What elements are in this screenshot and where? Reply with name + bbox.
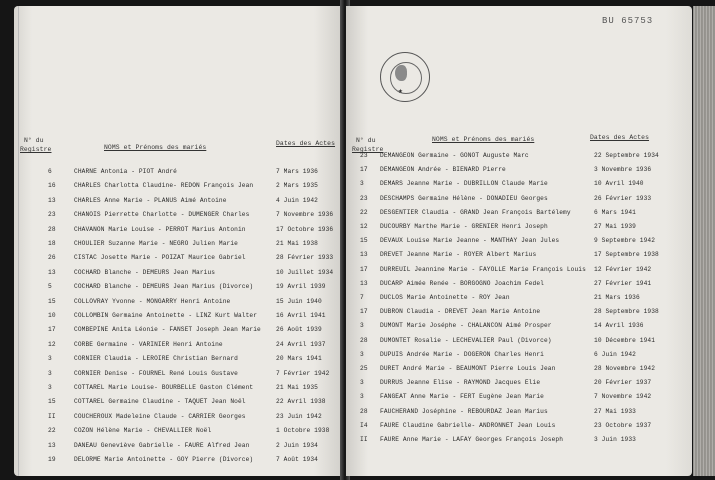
spouse-names: DESGENTIER Claudia - GRAND Jean François Bartélemy — [380, 208, 571, 216]
act-date: 21 Mai 1938 — [276, 240, 318, 247]
register-number: 22 — [360, 208, 368, 216]
register-number: 15 — [360, 237, 368, 245]
spouse-names: FANGEAT Anne Marie - FERT Eugène Jean Marie — [380, 393, 544, 401]
act-date: 7 Novembre 1936 — [276, 211, 334, 219]
act-date: 10 Juillet 1934 — [276, 268, 334, 276]
act-date: 10 Décembre 1941 — [594, 336, 656, 344]
act-date: 1 Octobre 1938 — [276, 427, 330, 435]
right-header-dates: Dates des Actes — [590, 134, 650, 141]
register-number: 7 — [360, 294, 364, 301]
left-header-no: N° du — [24, 137, 44, 144]
act-date: 22 Avril 1938 — [276, 398, 326, 406]
act-date: 17 Septembre 1938 — [594, 251, 659, 259]
register-number: 13 — [360, 279, 368, 287]
spouse-names: COZON Hélène Marie - CHEVALLIER Noël — [74, 427, 212, 435]
act-date: 12 Février 1942 — [594, 265, 652, 273]
spouse-names: COCHARD Blanche - DEMEURS Jean Marius (Divorce) — [74, 283, 254, 291]
spouse-names: CHOULIER Suzanne Marie - NEGRO Julien Marie — [74, 240, 238, 247]
library-stamp — [380, 52, 430, 102]
register-number: 17 — [360, 308, 368, 316]
spouse-names: COLLOVRAY Yvonne - MONGARRY Henri Antoine — [74, 297, 231, 305]
register-number: 26 — [48, 254, 56, 262]
spouse-names: DEVAUX Louise Marie Jeanne - MANTHAY Jean Jules — [380, 237, 560, 245]
register-number: 13 — [48, 196, 56, 204]
register-number: 12 — [48, 340, 56, 348]
act-date: 7 Août 1934 — [276, 456, 318, 463]
act-date: 21 Mai 1935 — [276, 384, 318, 391]
act-date: 16 Avril 1941 — [276, 312, 326, 319]
spouse-names: DEMARS Jeanne Marie - DUBRILLON Claude Marie — [380, 180, 548, 188]
act-date: 14 Avril 1936 — [594, 322, 644, 330]
spouse-names: DUCOURBY Marthe Marie - GRENIER Henri Joseph — [380, 223, 548, 230]
spouse-names: FAURE Anne Marie - LAFAY Georges François Joseph — [380, 436, 564, 443]
act-date: 19 Avril 1939 — [276, 283, 326, 291]
spouse-names: COLLOMBIN Germaine Antoinette - LINZ Kurt Walter — [74, 312, 258, 319]
spouse-names: DANEAU Geneviève Gabrielle - FAURE Alfred Jean — [74, 441, 250, 449]
spouse-names: DELORME Marie Antoinette - GOY Pierre (Divorce) — [74, 456, 254, 463]
spouse-names: CISTAC Josette Marie - POIZAT Maurice Gabriel — [74, 254, 246, 262]
page-margin-line — [18, 6, 19, 476]
register-number: 3 — [48, 384, 52, 391]
spouse-names: COMBEPINE Anita Léonie - FANSET Joseph Jean Marie — [74, 326, 261, 334]
act-date: 21 Mars 1936 — [594, 294, 640, 301]
spouse-names: CHARNE Antonia - PIOT André — [74, 168, 177, 175]
act-date: 2 Mars 1935 — [276, 182, 318, 190]
spouse-names: DURET André Marie - BEAUMONT Pierre Louis Jean — [380, 365, 556, 372]
act-date: 28 Septembre 1938 — [594, 308, 659, 316]
act-date: 10 Avril 1940 — [594, 180, 644, 188]
spouse-names: DUCLOS Marie Antoinette - ROY Jean — [380, 294, 510, 301]
register-number: 6 — [48, 168, 52, 175]
spouse-names: DUCARP Aimée Renée - BORGOGNO Joachim Fedel — [380, 279, 544, 287]
act-date: 20 Mars 1941 — [276, 355, 322, 363]
spouse-names: DREVET Jeanne Marie - ROYER Albert Marius — [380, 251, 537, 259]
spouse-names: DUMONT Marie Joséphe - CHALANCON Aimé Prosper — [380, 322, 552, 330]
act-date: 26 Août 1939 — [276, 326, 322, 334]
act-date: 7 Février 1942 — [276, 369, 330, 377]
call-number: BU 65753 — [602, 16, 654, 26]
spouse-names: DURREUIL Jeannine Marie - FAYOLLE Marie François Louis — [380, 265, 586, 273]
right-header-registre: Registre — [352, 146, 384, 153]
star-icon: ★ — [398, 87, 403, 96]
register-number: 23 — [48, 211, 56, 219]
spouse-names: DEMANGEON Germaine - GONOT Auguste Marc — [380, 152, 529, 159]
register-number: 13 — [48, 441, 56, 449]
act-date: 17 Octobre 1936 — [276, 225, 334, 233]
spouse-names: CORBE Germaine - VARINIER Henri Antoine — [74, 340, 223, 348]
act-date: 23 Octobre 1937 — [594, 421, 652, 429]
register-number: 3 — [360, 350, 364, 358]
spouse-names: DUBRON Claudia - DREVET Jean Marie Antoine — [380, 308, 541, 316]
act-date: 23 Juin 1942 — [276, 412, 322, 420]
act-date: 6 Mars 1941 — [594, 208, 636, 216]
left-header-names: NOMS et Prénoms des mariés — [104, 144, 207, 151]
spouse-names: COCHARD Blanche - DEMEURS Jean Marius — [74, 268, 216, 276]
act-date: 3 Juin 1933 — [594, 436, 636, 443]
left-header-dates: Dates des Actes — [276, 140, 336, 147]
register-number: I4 — [360, 421, 368, 429]
act-date: 27 Mai 1939 — [594, 223, 636, 230]
register-number: 3 — [48, 355, 52, 363]
spouse-names: COTTAREL Marie Louise- BOURBELLE Gaston Clément — [74, 384, 254, 391]
spouse-names: CHARLES Anne Marie - PLANUS Aimé Antoine — [74, 196, 227, 204]
register-number: 28 — [360, 336, 368, 344]
act-date: 28 Février 1933 — [276, 254, 334, 262]
right-header-no: N° du — [356, 137, 376, 144]
register-number: 15 — [48, 297, 56, 305]
act-date: 22 Septembre 1934 — [594, 152, 659, 159]
register-number: 22 — [48, 427, 56, 435]
register-number: 28 — [48, 225, 56, 233]
register-number: 3 — [360, 180, 364, 188]
register-number: II — [360, 436, 368, 443]
spouse-names: DESCHAMPS Germaine Hélène - DONADIEU Georges — [380, 194, 548, 202]
register-number: 12 — [360, 223, 368, 230]
spouse-names: FAURE Claudine Gabrielle- ANDRONNET Jean Louis — [380, 421, 556, 429]
spouse-names: CHAVANON Marie Louise - PERROT Marius Antonin — [74, 225, 246, 233]
register-number: 3 — [360, 322, 364, 330]
spouse-names: CORNIER Claudia - LEROIRE Christian Bernard — [74, 355, 238, 363]
act-date: 28 Novembre 1942 — [594, 365, 656, 372]
act-date: 27 Février 1941 — [594, 279, 652, 287]
register-number: 23 — [360, 194, 368, 202]
spouse-names: COUCHEROUX Madeleine Claude - CARRIER Georges — [74, 412, 246, 420]
spouse-names: DURRUS Jeanne Elise - RAYMOND Jacques Elie — [380, 379, 541, 387]
spouse-names: FAUCHERAND Joséphine - REBOURDAZ Jean Marius — [380, 407, 548, 415]
act-date: 20 Février 1937 — [594, 379, 652, 387]
register-number: 3 — [48, 369, 52, 377]
register-number: 28 — [360, 407, 368, 415]
act-date: 7 Novembre 1942 — [594, 393, 652, 401]
register-number: 13 — [360, 251, 368, 259]
register-number: 5 — [48, 283, 52, 291]
spouse-names: CORNIER Denise - FOURNEL René Louis Gustave — [74, 369, 238, 377]
register-number: 17 — [48, 326, 56, 334]
spouse-names: DUPUIS Andrée Marie - DOGERON Charles Henri — [380, 350, 544, 358]
right-header-names: NOMS et Prénoms des mariés — [432, 136, 535, 143]
spouse-names: DEMANGEON Andrée - BIENARD Pierre — [380, 166, 506, 174]
register-number: 17 — [360, 265, 368, 273]
act-date: 9 Septembre 1942 — [594, 237, 656, 245]
register-number: 19 — [48, 456, 56, 463]
register-number: II — [48, 412, 56, 420]
spouse-names: CHARLES Charlotta Claudine- REDON François Jean — [74, 182, 254, 190]
register-number: 13 — [48, 268, 56, 276]
register-number: 16 — [48, 182, 56, 190]
register-number: 25 — [360, 365, 368, 372]
register-number: 3 — [360, 379, 364, 387]
act-date: 15 Juin 1940 — [276, 297, 322, 305]
act-date: 3 Novembre 1936 — [594, 166, 652, 174]
register-number: 17 — [360, 166, 368, 174]
left-page — [14, 6, 344, 476]
act-date: 2 Juin 1934 — [276, 441, 318, 449]
act-date: 26 Février 1933 — [594, 194, 652, 202]
act-date: 4 Juin 1942 — [276, 196, 318, 204]
page-edges — [693, 6, 715, 476]
register-number: 18 — [48, 240, 56, 247]
act-date: 24 Avril 1937 — [276, 340, 326, 348]
act-date: 27 Mai 1933 — [594, 407, 636, 415]
spouse-names: COTTAREL Germaine Claudine - TAQUET Jean Noël — [74, 398, 246, 406]
act-date: 6 Juin 1942 — [594, 350, 636, 358]
register-number: 10 — [48, 312, 56, 319]
left-header-registre: Registre — [20, 146, 52, 153]
register-number: 23 — [360, 152, 368, 159]
act-date: 7 Mars 1936 — [276, 168, 318, 175]
register-number: 3 — [360, 393, 364, 401]
spouse-names: DUMONTET Rosalie - LECHEVALIER Paul (Divorce) — [380, 336, 552, 344]
register-number: 15 — [48, 398, 56, 406]
spouse-names: CHANOIS Pierrette Charlotte - DUMENGER Charles — [74, 211, 250, 219]
